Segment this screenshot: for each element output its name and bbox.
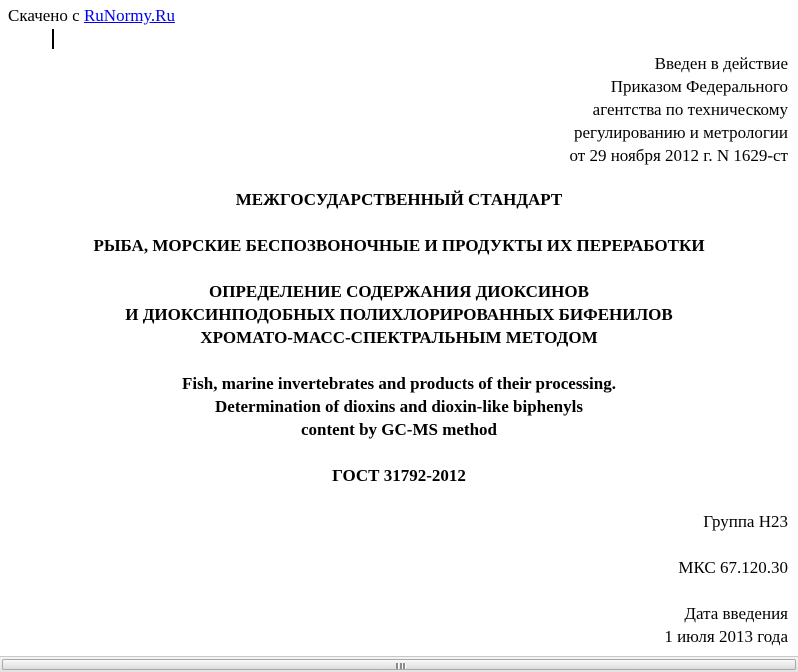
title-en-block [0,372,798,441]
subject: РЫБА, МОРСКИЕ БЕСПОЗВОНОЧНЫЕ И ПРОДУКТЫ ИХ ПЕРЕРАБОТКИ [93,236,705,255]
enactment-block [570,52,789,167]
group-code: Группа Н23 [703,512,788,531]
title-en-line: Fish, marine invertebrates and products of their processing. [182,374,616,393]
enactment-line: от 29 ноября 2012 г. N 1629-ст [569,146,788,165]
gost-number: ГОСТ 31792-2012 [332,466,466,485]
text-cursor [52,29,54,49]
title-en-line: content by GC-MS method [301,420,497,439]
intro-date-value: 1 июля 2013 года [664,627,788,646]
scrollbar-thumb[interactable] [2,659,796,670]
runormy-link[interactable]: RuNormy.Ru [83,6,175,25]
source-prefix: Скачено с [8,6,84,25]
enactment-line: Введен в действие [654,54,788,73]
standard-type-heading [0,188,798,211]
enactment-line: агентства по техническому [592,100,788,119]
subject-heading [0,234,798,257]
title-ru-block [0,280,798,349]
mks-code: МКС 67.120.30 [678,558,788,577]
grip-icon [396,663,406,669]
title-ru-line: ХРОМАТО-МАСС-СПЕКТРАЛЬНЫМ МЕТОДОМ [200,328,598,347]
title-ru-line: И ДИОКСИНПОДОБНЫХ ПОЛИХЛОРИРОВАННЫХ БИФЕНИЛОВ [125,305,673,324]
intro-date-label: Дата введения [684,604,788,623]
title-ru-line: ОПРЕДЕЛЕНИЕ СОДЕРЖАНИЯ ДИОКСИНОВ [209,282,589,301]
source-line [8,6,175,26]
title-en-line: Determination of dioxins and dioxin-like biphenyls [215,397,583,416]
enactment-line: регулированию и метрологии [573,123,788,142]
gost-number-heading [0,464,798,487]
standard-type: МЕЖГОСУДАРСТВЕННЫЙ СТАНДАРТ [235,190,563,209]
enactment-line: Приказом Федерального [610,77,788,96]
horizontal-scrollbar[interactable] [0,656,798,672]
